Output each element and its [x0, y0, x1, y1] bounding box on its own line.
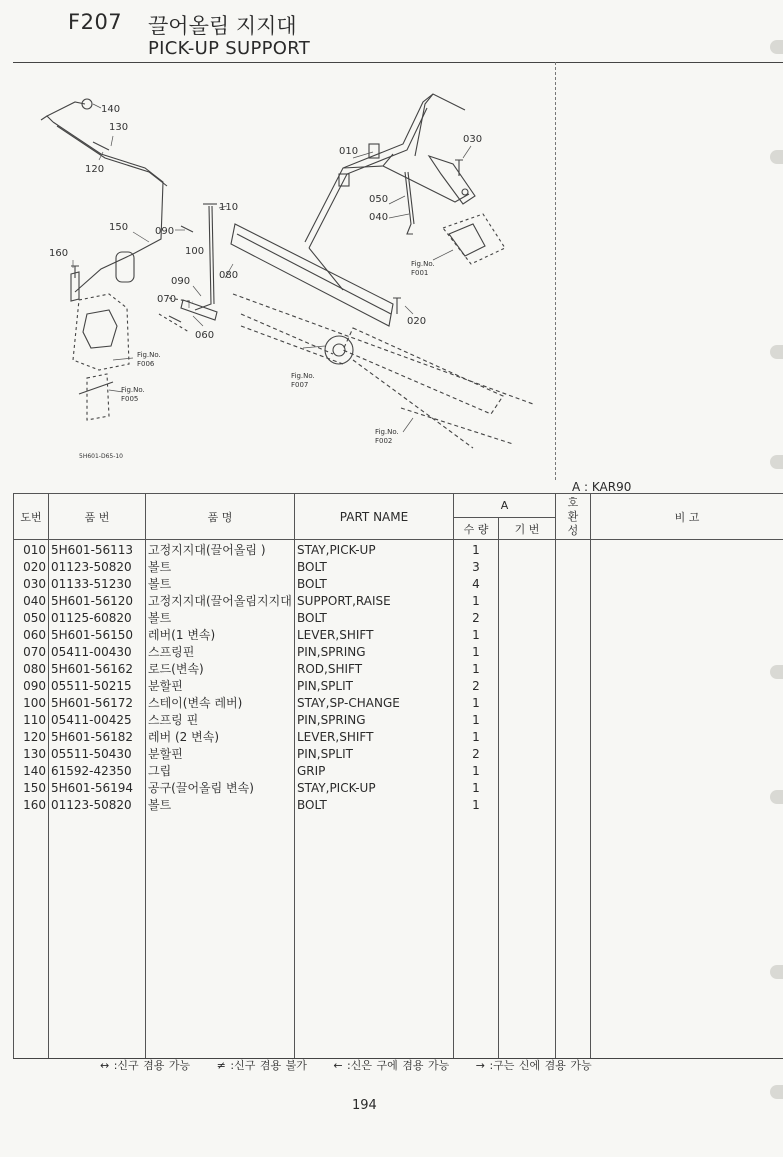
- cell-part: 5H601-56194: [49, 780, 146, 797]
- cell-ko: 스프링 핀: [146, 712, 295, 729]
- cell-part: 05411-00430: [49, 644, 146, 661]
- col-header-no: 도번: [14, 494, 49, 540]
- cell-ko: 볼트: [146, 610, 295, 627]
- cell-qty: 1: [454, 695, 499, 712]
- cell-empty: [49, 814, 146, 1058]
- cell-qty: 1: [454, 763, 499, 780]
- table-row: [14, 678, 783, 695]
- col-header-part-no: 품 번: [49, 494, 146, 540]
- cell-empty: [14, 814, 49, 1058]
- cell-part: 5H601-56120: [49, 593, 146, 610]
- col-header-group-a: A: [454, 494, 556, 518]
- cell-en: SUPPORT,RAISE: [295, 593, 454, 610]
- fig-ref-f007: F007: [291, 381, 309, 389]
- header-rule: [13, 62, 783, 63]
- cell-empty: [499, 627, 556, 644]
- cell-part: 5H601-56113: [49, 540, 146, 560]
- cell-part: 01133-51230: [49, 576, 146, 593]
- cell-no: 150: [14, 780, 49, 797]
- cell-part: 01125-60820: [49, 610, 146, 627]
- cell-empty: [591, 559, 783, 576]
- cell-empty: [591, 797, 783, 814]
- cell-empty: [499, 559, 556, 576]
- cell-empty: [591, 746, 783, 763]
- cell-qty: 4: [454, 576, 499, 593]
- cell-empty: [556, 780, 591, 797]
- cell-empty: [556, 695, 591, 712]
- cell-empty: [591, 695, 783, 712]
- cell-en: BOLT: [295, 559, 454, 576]
- cell-empty: [499, 695, 556, 712]
- cell-empty: [556, 763, 591, 780]
- cell-qty: 1: [454, 540, 499, 560]
- cell-empty: [556, 678, 591, 695]
- table-row: [14, 712, 783, 729]
- cell-ko: 분할핀: [146, 746, 295, 763]
- cell-part: 5H601-56172: [49, 695, 146, 712]
- cell-no: 050: [14, 610, 49, 627]
- binder-hole: [770, 790, 783, 804]
- cell-part: 5H601-56182: [49, 729, 146, 746]
- callout-110: 110: [219, 202, 239, 213]
- cell-empty: [556, 593, 591, 610]
- cell-part: 5H601-56150: [49, 627, 146, 644]
- cell-empty: [556, 814, 591, 1058]
- binder-hole: [770, 455, 783, 469]
- cell-en: BOLT: [295, 797, 454, 814]
- cell-no: 020: [14, 559, 49, 576]
- cell-empty: [295, 814, 454, 1058]
- cell-empty: [454, 814, 499, 1058]
- page-number: 194: [352, 1098, 377, 1113]
- cell-qty: 1: [454, 729, 499, 746]
- table-row: [14, 593, 783, 610]
- cell-empty: [499, 661, 556, 678]
- callout-090: 090: [155, 226, 175, 237]
- binder-hole: [770, 1085, 783, 1099]
- cell-empty: [499, 763, 556, 780]
- table-row: [14, 780, 783, 797]
- cell-empty: [556, 712, 591, 729]
- cell-ko: 레버 (2 변속): [146, 729, 295, 746]
- table-row: [14, 627, 783, 644]
- cell-part: 05511-50430: [49, 746, 146, 763]
- table-row: [14, 763, 783, 780]
- cell-no: 160: [14, 797, 49, 814]
- table-row: [14, 746, 783, 763]
- callout-090-b: 090: [171, 276, 191, 287]
- callout-020: 020: [407, 316, 427, 327]
- cell-qty: 1: [454, 780, 499, 797]
- table-row: [14, 729, 783, 746]
- cell-qty: 1: [454, 797, 499, 814]
- cell-empty: [591, 593, 783, 610]
- cell-empty: [591, 780, 783, 797]
- fig-ref-label: Fig.No.: [137, 351, 161, 359]
- cell-part: 05511-50215: [49, 678, 146, 695]
- cell-qty: 2: [454, 610, 499, 627]
- cell-no: 030: [14, 576, 49, 593]
- cell-part: 05411-00425: [49, 712, 146, 729]
- cell-en: BOLT: [295, 610, 454, 627]
- callout-040: 040: [369, 212, 389, 223]
- cell-ko: 볼트: [146, 559, 295, 576]
- cell-no: 140: [14, 763, 49, 780]
- callout-100: 100: [185, 246, 205, 257]
- cell-empty: [556, 797, 591, 814]
- callout-050: 050: [369, 194, 389, 205]
- cell-ko: 분할핀: [146, 678, 295, 695]
- cell-en: LEVER,SHIFT: [295, 729, 454, 746]
- callout-120: 120: [85, 164, 105, 175]
- fig-ref-f006: F006: [137, 360, 155, 368]
- fig-ref-label: Fig.No.: [375, 428, 399, 436]
- cell-empty: [591, 763, 783, 780]
- legend-item: ← :신은 구에 겸용 가능: [333, 1059, 450, 1072]
- cell-no: 070: [14, 644, 49, 661]
- cell-empty: [591, 627, 783, 644]
- cell-en: LEVER,SHIFT: [295, 627, 454, 644]
- cell-en: BOLT: [295, 576, 454, 593]
- callout-060: 060: [195, 330, 215, 341]
- callout-140: 140: [101, 104, 121, 115]
- cell-no: 130: [14, 746, 49, 763]
- table-row: [14, 576, 783, 593]
- cell-ko: 볼트: [146, 576, 295, 593]
- page-code: F207: [68, 10, 123, 34]
- cell-empty: [556, 576, 591, 593]
- cell-part: 01123-50820: [49, 797, 146, 814]
- fig-ref-label: Fig.No.: [121, 386, 145, 394]
- cell-part: 61592-42350: [49, 763, 146, 780]
- fig-ref-label: Fig.No.: [291, 372, 315, 380]
- cell-empty: [556, 746, 591, 763]
- cell-ko: 스프링핀: [146, 644, 295, 661]
- legend-item: → :구는 신에 겸용 가능: [475, 1059, 592, 1072]
- table-row: [14, 610, 783, 627]
- parts-table: [13, 493, 783, 1059]
- col-header-part-name: PART NAME: [295, 494, 454, 540]
- cell-ko: 그립: [146, 763, 295, 780]
- cell-en: PIN,SPRING: [295, 644, 454, 661]
- cell-en: STAY,SP-CHANGE: [295, 695, 454, 712]
- cell-en: STAY,PICK-UP: [295, 540, 454, 560]
- binder-hole: [770, 345, 783, 359]
- cell-no: 010: [14, 540, 49, 560]
- fig-ref-label: Fig.No.: [411, 260, 435, 268]
- table-row: [14, 540, 783, 560]
- cell-qty: 1: [454, 593, 499, 610]
- cell-empty: [499, 814, 556, 1058]
- cell-empty: [591, 576, 783, 593]
- cell-qty: 2: [454, 678, 499, 695]
- cell-empty: [556, 661, 591, 678]
- cell-qty: 1: [454, 627, 499, 644]
- callout-160: 160: [49, 248, 69, 259]
- cell-empty: [556, 559, 591, 576]
- cell-ko: 공구(끌어올림 변속): [146, 780, 295, 797]
- compatibility-legend: [100, 1057, 614, 1073]
- table-row: [14, 559, 783, 576]
- cell-qty: 1: [454, 661, 499, 678]
- cell-ko: 스테이(변속 레버): [146, 695, 295, 712]
- table-row: [14, 644, 783, 661]
- cell-empty: [591, 678, 783, 695]
- exploded-parts-diagram: [13, 64, 553, 478]
- table-row: [14, 661, 783, 678]
- cell-no: 060: [14, 627, 49, 644]
- fig-ref-f002: F002: [375, 437, 393, 445]
- fig-ref-f001: F001: [411, 269, 429, 277]
- legend-item: ↔ :신구 겸용 가능: [100, 1059, 191, 1072]
- cell-no: 040: [14, 593, 49, 610]
- page-title-korean: 끌어올림 지지대: [148, 14, 297, 38]
- cell-part: 5H601-56162: [49, 661, 146, 678]
- col-header-period: 기 번: [499, 518, 556, 540]
- binder-hole: [770, 665, 783, 679]
- cell-empty: [556, 644, 591, 661]
- cell-en: PIN,SPRING: [295, 712, 454, 729]
- cell-empty: [556, 540, 591, 560]
- cell-no: 100: [14, 695, 49, 712]
- callout-070: 070: [157, 294, 177, 305]
- cell-qty: 1: [454, 712, 499, 729]
- cell-empty: [499, 644, 556, 661]
- cell-en: ROD,SHIFT: [295, 661, 454, 678]
- cell-empty: [499, 678, 556, 695]
- cell-qty: 1: [454, 644, 499, 661]
- cell-no: 080: [14, 661, 49, 678]
- cell-empty: [499, 797, 556, 814]
- cell-no: 090: [14, 678, 49, 695]
- cell-empty: [499, 593, 556, 610]
- cell-empty: [146, 814, 295, 1058]
- cell-ko: 고정지지대(끌어올림 ): [146, 540, 295, 560]
- page-title-english: PICK-UP SUPPORT: [148, 38, 311, 59]
- binder-hole: [770, 40, 783, 54]
- cell-empty: [499, 780, 556, 797]
- callout-010: 010: [339, 146, 359, 157]
- cell-empty: [499, 746, 556, 763]
- cell-empty: [499, 540, 556, 560]
- col-header-name-ko: 품 명: [146, 494, 295, 540]
- callout-130: 130: [109, 122, 129, 133]
- col-header-compat: 호 환 성: [556, 494, 591, 540]
- cell-empty: [556, 729, 591, 746]
- cell-empty: [591, 540, 783, 560]
- table-row: [14, 797, 783, 814]
- callout-080: 080: [219, 270, 239, 281]
- model-legend: A : KAR90: [572, 480, 632, 494]
- cell-empty: [556, 627, 591, 644]
- cell-empty: [499, 712, 556, 729]
- cell-empty: [591, 814, 783, 1058]
- cell-en: STAY,PICK-UP: [295, 780, 454, 797]
- cell-empty: [591, 712, 783, 729]
- diagram-divider: [555, 62, 556, 480]
- fig-ref-f005: F005: [121, 395, 139, 403]
- cell-empty: [556, 610, 591, 627]
- cell-en: GRIP: [295, 763, 454, 780]
- binder-hole: [770, 150, 783, 164]
- cell-no: 110: [14, 712, 49, 729]
- table-filler-row: [14, 814, 783, 1058]
- callout-030: 030: [463, 134, 483, 145]
- cell-empty: [499, 576, 556, 593]
- binder-hole: [770, 965, 783, 979]
- cell-en: PIN,SPLIT: [295, 746, 454, 763]
- cell-empty: [591, 729, 783, 746]
- table-row: [14, 695, 783, 712]
- col-header-qty: 수 량: [454, 518, 499, 540]
- cell-empty: [591, 661, 783, 678]
- callout-150: 150: [109, 222, 129, 233]
- cell-ko: 레버(1 변속): [146, 627, 295, 644]
- cell-empty: [499, 729, 556, 746]
- legend-item: ≠ :신구 겸용 불가: [216, 1059, 307, 1072]
- cell-empty: [591, 644, 783, 661]
- drawing-id: 5H601-D65-10: [79, 453, 124, 460]
- cell-empty: [591, 610, 783, 627]
- cell-part: 01123-50820: [49, 559, 146, 576]
- cell-qty: 2: [454, 746, 499, 763]
- cell-no: 120: [14, 729, 49, 746]
- cell-ko: 로드(변속): [146, 661, 295, 678]
- col-header-remarks: 비 고: [591, 494, 783, 540]
- cell-ko: 볼트: [146, 797, 295, 814]
- cell-ko: 고정지지대(끌어올림지지대: [146, 593, 295, 610]
- cell-en: PIN,SPLIT: [295, 678, 454, 695]
- cell-empty: [499, 610, 556, 627]
- cell-qty: 3: [454, 559, 499, 576]
